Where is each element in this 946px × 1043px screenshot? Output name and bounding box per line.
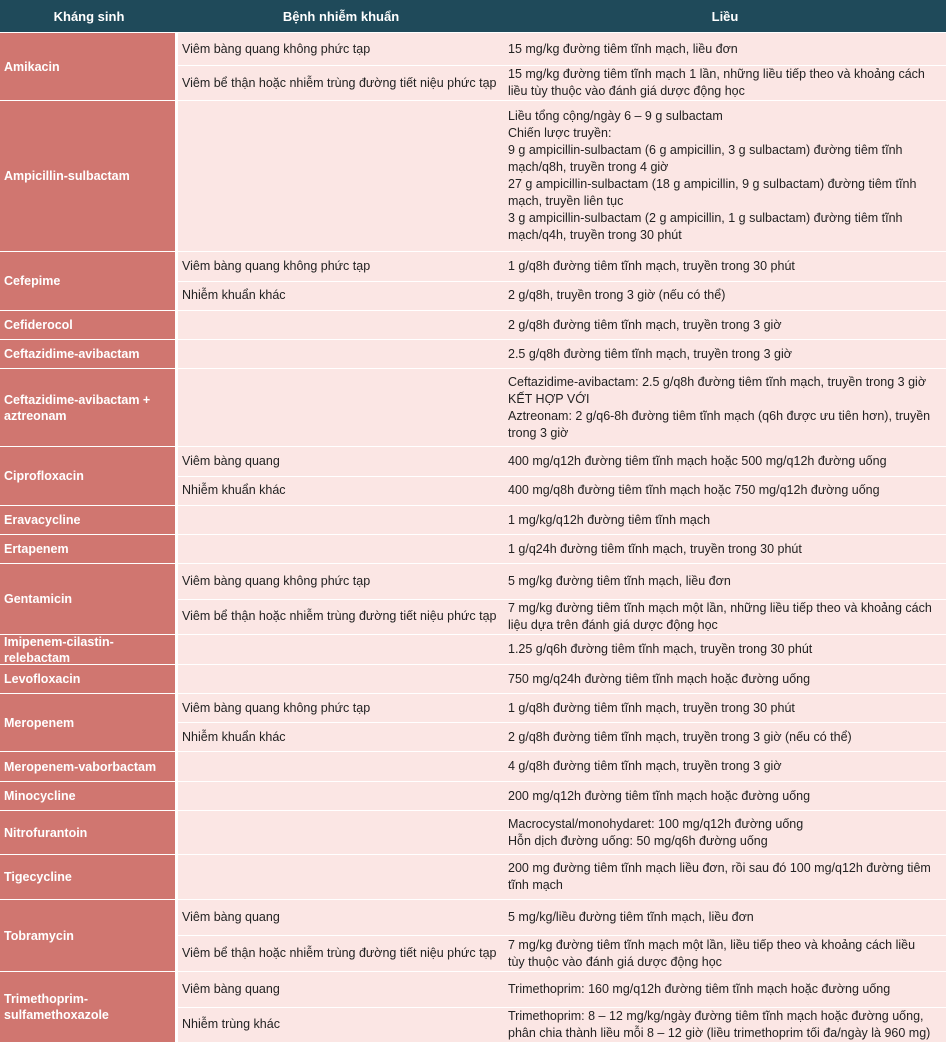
dose-cell	[504, 340, 946, 368]
dose-cell	[504, 477, 946, 506]
drug-name-cell: Gentamicin	[0, 564, 175, 634]
drug-group	[0, 855, 946, 900]
dose-cell	[504, 635, 946, 664]
infection-cell	[178, 311, 504, 339]
infection-cell: Viêm bể thận hoặc nhiễm trùng đường tiết niệu phức tạp	[182, 946, 497, 960]
dose-cell	[504, 447, 946, 476]
drug-name-cell: Nitrofurantoin	[0, 811, 175, 854]
dose-line: tĩnh mạch	[508, 878, 563, 892]
drug-group	[0, 564, 946, 635]
dose-cell	[504, 311, 946, 339]
drug-name-cell: Tigecycline	[0, 855, 175, 899]
dose-line: 200 mg đường tiêm tĩnh mạch liều đơn, rồi sau đó 100 mg/q12h đường tiêm	[508, 861, 931, 875]
infection-cell	[178, 535, 504, 563]
table-row	[178, 101, 946, 251]
infection-cell: Nhiễm trùng khác	[182, 1017, 280, 1032]
dose-line: 2 g/q8h, truyền trong 3 giờ (nếu có thể)	[508, 288, 726, 303]
dose-line: Liều tổng cộng/ngày 6 – 9 g sulbactam	[508, 109, 723, 123]
dose-line: 3 g ampicillin-sulbactam (2 g ampicillin, 1 g sulbactam) đường tiêm tĩnh	[508, 211, 903, 225]
dose-line: 15 mg/kg đường tiêm tĩnh mạch, liều đơn	[508, 41, 738, 56]
table-row	[178, 33, 946, 65]
infection-cell: Nhiễm khuẩn khác	[182, 729, 286, 744]
dose-line: 1.25 g/q6h đường tiêm tĩnh mạch, truyền trong 30 phút	[508, 642, 813, 656]
table-row	[178, 65, 946, 100]
dose-cell	[504, 282, 946, 311]
drug-group	[0, 752, 946, 782]
table-row	[178, 665, 946, 693]
table-row	[178, 506, 946, 534]
table-row	[178, 811, 946, 854]
drug-group	[0, 252, 946, 311]
dose-line: 400 mg/q12h đường tiêm tĩnh mạch hoặc 500 mg/q12h đường uống	[508, 453, 887, 468]
table-row	[178, 972, 946, 1007]
dose-cell	[504, 972, 946, 1007]
drug-group	[0, 665, 946, 694]
table-row	[178, 447, 946, 476]
infection-cell: Viêm bàng quang không phức tạp	[182, 700, 371, 715]
table-row	[178, 722, 946, 751]
dose-line: liều tùy thuộc vào đánh giá dược động học	[508, 84, 745, 98]
dose-cell	[504, 782, 946, 810]
drug-name-cell: Trimethoprim-sulfamethoxazole	[0, 972, 175, 1042]
drug-group	[0, 694, 946, 752]
infection-cell	[178, 635, 504, 664]
drug-name-cell: Ciprofloxacin	[0, 447, 175, 505]
drug-name-cell: Ceftazidime-avibactam	[0, 340, 175, 368]
table-row	[178, 564, 946, 599]
drug-name-cell: Eravacycline	[0, 506, 175, 534]
dose-cell	[504, 752, 946, 781]
table-row	[178, 694, 946, 722]
dose-line: 7 mg/kg đường tiêm tĩnh mạch một lần, những liều tiếp theo và khoảng cách	[508, 600, 932, 615]
dose-line: 1 mg/kg/q12h đường tiêm tĩnh mạch	[508, 512, 711, 527]
dose-cell	[504, 723, 946, 751]
dose-line: 2 g/q8h đường tiêm tĩnh mạch, truyền trong 3 giờ	[508, 317, 782, 332]
dose-cell	[504, 694, 946, 722]
table-row	[178, 782, 946, 810]
dose-line: 750 mg/q24h đường tiêm tĩnh mạch hoặc đường uống	[508, 671, 811, 686]
table-row	[178, 752, 946, 781]
drug-group	[0, 635, 946, 665]
dose-cell	[504, 855, 946, 899]
table-body	[0, 33, 946, 1043]
dose-line: Trimethoprim: 8 – 12 mg/kg/ngày đường tiêm tĩnh mạch hoặc đường uống,	[508, 1008, 924, 1023]
drug-group	[0, 340, 946, 369]
drug-group	[0, 369, 946, 447]
dose-line: KẾT HỢP VỚI	[508, 391, 590, 406]
table-row	[178, 340, 946, 368]
dose-line: mạch/q8h, truyền trong 4 giờ	[508, 160, 669, 174]
infection-cell	[178, 101, 504, 251]
dose-line: 27 g ampicillin-sulbactam (18 g ampicillin, 9 g sulbactam) đường tiêm tĩnh	[508, 177, 917, 191]
drug-name-cell: Imipenem-cilastin-relebactam	[0, 635, 175, 664]
drug-group	[0, 311, 946, 340]
dose-cell	[504, 564, 946, 599]
infection-cell: Viêm bàng quang không phức tạp	[182, 258, 371, 273]
infection-cell: Viêm bàng quang không phức tạp	[182, 573, 371, 588]
header-dose: Liều	[711, 8, 739, 24]
infection-cell	[178, 855, 504, 899]
infection-cell: Viêm bể thận hoặc nhiễm trùng đường tiết niệu phức tạp	[182, 609, 497, 624]
dose-cell	[504, 535, 946, 563]
dose-cell	[504, 811, 946, 854]
header-antibiotic: Kháng sinh	[53, 8, 125, 24]
infection-cell: Viêm bể thận hoặc nhiễm trùng đường tiết niệu phức tạp	[182, 75, 497, 90]
header-infection: Bệnh nhiễm khuẩn	[282, 8, 400, 24]
table-row	[178, 476, 946, 506]
dose-line: 1 g/q8h đường tiêm tĩnh mạch, truyền trong 30 phút	[508, 700, 795, 715]
infection-cell: Nhiễm khuẩn khác	[182, 483, 286, 498]
drug-name-cell: Levofloxacin	[0, 665, 175, 693]
drug-group	[0, 972, 946, 1043]
table-row	[178, 599, 946, 635]
table-row	[178, 1007, 946, 1043]
drug-group	[0, 447, 946, 506]
dose-line: Chiến lược truyền:	[508, 126, 612, 140]
drug-name-cell: Tobramycin	[0, 900, 175, 971]
dose-line: liệu dựa trên đánh giá dược động học	[508, 617, 718, 632]
dose-line: 200 mg/q12h đường tiêm tĩnh mạch hoặc đường uống	[508, 788, 811, 803]
dose-line: 1 g/q8h đường tiêm tĩnh mạch, truyền trong 30 phút	[508, 258, 795, 273]
infection-cell: Viêm bàng quang	[182, 910, 280, 924]
drug-group	[0, 535, 946, 564]
infection-cell	[178, 811, 504, 854]
dose-cell	[504, 1008, 946, 1043]
infection-cell: Viêm bàng quang	[182, 453, 280, 468]
dose-line: Trimethoprim: 160 mg/q12h đường tiêm tĩnh mạch hoặc đường uống	[508, 981, 891, 996]
table-row	[178, 635, 946, 664]
dose-line: phân chia thành liều mỗi 8 – 12 giờ (liều trimethoprim tối đa/ngày là 960 mg)	[508, 1025, 931, 1040]
drug-name-cell: Cefepime	[0, 252, 175, 310]
dose-line: Hỗn dịch đường uống: 50 mg/q6h đường uống	[508, 833, 768, 848]
dose-line: Aztreonam: 2 g/q6-8h đường tiêm tĩnh mạch (q6h được ưu tiên hơn), truyền	[508, 408, 931, 423]
table-row	[178, 252, 946, 281]
table-row	[178, 281, 946, 311]
table-row	[178, 369, 946, 446]
infection-cell	[178, 665, 504, 693]
dose-cell	[504, 252, 946, 281]
table-row	[178, 855, 946, 899]
infection-cell	[178, 752, 504, 781]
dose-cell	[504, 33, 946, 65]
drug-group	[0, 101, 946, 252]
dose-line: 9 g ampicillin-sulbactam (6 g ampicillin, 3 g sulbactam) đường tiêm tĩnh	[508, 143, 903, 157]
infection-cell: Viêm bàng quang	[182, 981, 280, 996]
dose-cell	[504, 369, 946, 446]
dose-line: mạch/q4h, truyền trong 30 phút	[508, 228, 682, 242]
table-row	[178, 535, 946, 563]
dose-cell	[504, 936, 946, 971]
dose-line: Macrocystal/monohydaret: 100 mg/q12h đường uống	[508, 816, 804, 831]
infection-cell	[178, 506, 504, 534]
dose-line: Ceftazidime-avibactam: 2.5 g/q8h đường tiêm tĩnh mạch, truyền trong 3 giờ	[508, 374, 927, 389]
dose-cell	[504, 665, 946, 693]
infection-cell	[178, 782, 504, 810]
dose-line: trong 3 giờ	[508, 425, 569, 440]
dose-cell	[504, 600, 946, 635]
dose-cell	[504, 506, 946, 534]
drug-group	[0, 900, 946, 972]
dose-line: 4 g/q8h đường tiêm tĩnh mạch, truyền trong 3 giờ	[508, 759, 782, 773]
infection-cell: Nhiễm khuẩn khác	[182, 288, 286, 303]
dose-line: 7 mg/kg đường tiêm tĩnh mạch một lần, liều tiếp theo và khoảng cách liều	[508, 937, 916, 952]
drug-group	[0, 782, 946, 811]
drug-name-cell: Meropenem	[0, 694, 175, 751]
infection-cell	[178, 369, 504, 446]
dose-line: 5 mg/kg/liều đường tiêm tĩnh mạch, liều đơn	[508, 910, 754, 924]
table-row	[178, 900, 946, 935]
drug-name-cell: Ampicillin-sulbactam	[0, 101, 175, 251]
dose-cell	[504, 900, 946, 935]
dose-line: 5 mg/kg đường tiêm tĩnh mạch, liều đơn	[508, 573, 731, 588]
dose-line: 2.5 g/q8h đường tiêm tĩnh mạch, truyền trong 3 giờ	[508, 346, 792, 361]
drug-name-cell: Meropenem-vaborbactam	[0, 752, 175, 781]
drug-group	[0, 33, 946, 101]
table-row	[178, 311, 946, 339]
dose-line: 400 mg/q8h đường tiêm tĩnh mạch hoặc 750 mg/q12h đường uống	[508, 483, 880, 498]
drug-name-cell: Amikacin	[0, 33, 175, 100]
drug-name-cell: Cefiderocol	[0, 311, 175, 339]
dose-line: 2 g/q8h đường tiêm tĩnh mạch, truyền trong 3 giờ (nếu có thể)	[508, 729, 852, 744]
dose-line: 15 mg/kg đường tiêm tĩnh mạch 1 lần, những liều tiếp theo và khoảng cách	[508, 67, 925, 81]
infection-cell	[178, 340, 504, 368]
dose-cell	[504, 66, 946, 100]
drug-name-cell: Ceftazidime-avibactam + aztreonam	[0, 369, 175, 446]
dose-line: tùy thuộc vào đánh giá dược động học	[508, 954, 722, 969]
infection-cell: Viêm bàng quang không phức tạp	[182, 41, 371, 56]
dose-cell	[504, 101, 946, 251]
table-row	[178, 935, 946, 971]
drug-group	[0, 811, 946, 855]
dose-line: mạch, truyền liên tục	[508, 194, 624, 208]
dose-line: 1 g/q24h đường tiêm tĩnh mạch, truyền trong 30 phút	[508, 541, 802, 556]
drug-group	[0, 506, 946, 535]
drug-name-cell: Minocycline	[0, 782, 175, 810]
drug-name-cell: Ertapenem	[0, 535, 175, 563]
table-header	[0, 0, 946, 33]
